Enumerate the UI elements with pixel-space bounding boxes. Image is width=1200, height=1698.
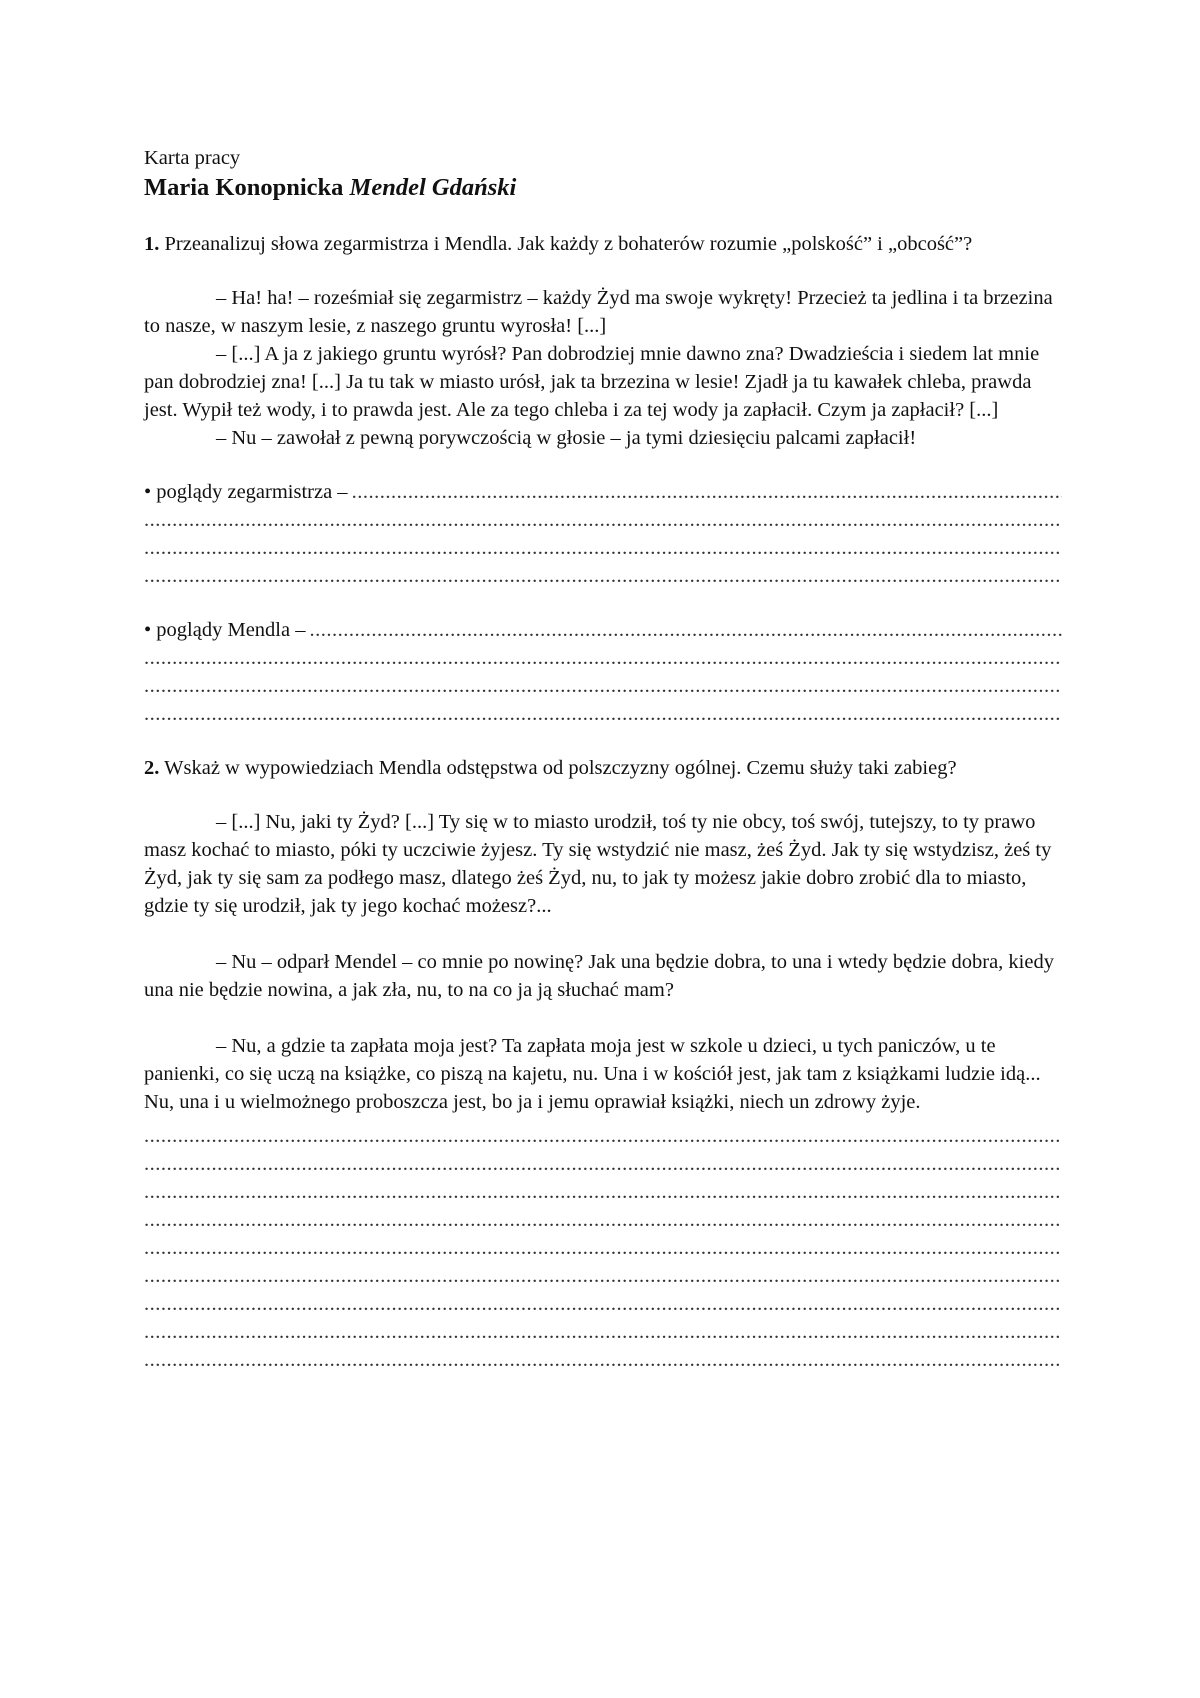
answer-line[interactable] bbox=[144, 672, 1062, 700]
worksheet-subtitle: Karta pracy bbox=[144, 147, 241, 169]
answer-line[interactable] bbox=[144, 644, 1062, 672]
dotted-fill bbox=[309, 616, 1062, 644]
task-2-quote-paragraph: – Nu, a gdzie ta zapłata moja jest? Ta zapłata moja jest w szkole u dzieci, u tych paniczów, u te panienki, co się uczą na książke, co piszą na kajetu, nu. Una i w kościół jest, jak tam z książkami ludzie idą... Nu, una i u wielmożnego proboszcza jest, bo ja i jemu oprawiał książki, niech un zdrowy żyje. bbox=[144, 1035, 1041, 1113]
dotted-fill bbox=[144, 672, 1062, 700]
answer-line[interactable] bbox=[144, 1318, 1062, 1346]
dotted-fill bbox=[144, 562, 1062, 590]
answer-label-zegarmistrz: • poglądy zegarmistrza – bbox=[144, 481, 348, 503]
task-1-prompt bbox=[144, 230, 1062, 258]
answer-line[interactable] bbox=[144, 1206, 1062, 1234]
dotted-fill bbox=[144, 1346, 1062, 1374]
task-1-quote-paragraph: – Nu – zawołał z pewną porywczością w głosie – ja tymi dziesięciu palcami zapłacił! bbox=[216, 427, 917, 449]
dotted-fill bbox=[144, 700, 1062, 728]
answer-line[interactable] bbox=[144, 1234, 1062, 1262]
answer-line[interactable] bbox=[144, 1150, 1062, 1178]
work-title: Mendel Gdański bbox=[349, 174, 517, 201]
dotted-fill bbox=[144, 1178, 1062, 1206]
answer-line[interactable] bbox=[144, 1262, 1062, 1290]
task-1-quote-paragraph: – Ha! ha! – roześmiał się zegarmistrz – każdy Żyd ma swoje wykręty! Przecież ta jedlina i ta brzezina to nasze, w naszym lesie, z naszego gruntu wyrosła! [...] bbox=[144, 287, 1053, 337]
dotted-fill bbox=[144, 1262, 1062, 1290]
task-2-prompt bbox=[144, 754, 1062, 782]
dotted-fill bbox=[144, 1290, 1062, 1318]
task-1-quote bbox=[144, 284, 1062, 452]
dotted-fill bbox=[144, 1318, 1062, 1346]
task-2-quote-paragraph: – [...] Nu, jaki ty Żyd? [...] Ty się w to miasto urodził, toś ty nie obcy, toś swój, tutejszy, to ty prawo masz kochać to miasto, póki ty uczciwie żyjesz. Ty się wstydzić nie masz, żeś Żyd. Jak ty się wstydzisz, żeś ty Żyd, jak ty się sam za podłego masz, dlatego żeś Żyd, nu, to jak ty możesz jakie dobro zrobić dla to miasto, gdzie ty się urodził, jak ty jego kochać możesz?... bbox=[144, 811, 1052, 917]
worksheet-page bbox=[144, 144, 1062, 1374]
answer-line[interactable] bbox=[144, 1290, 1062, 1318]
answer-line[interactable] bbox=[144, 1178, 1062, 1206]
task-1-number: 1. bbox=[144, 233, 160, 255]
answer-line[interactable] bbox=[144, 506, 1062, 534]
answer-line[interactable] bbox=[144, 534, 1062, 562]
answer-line[interactable] bbox=[144, 1122, 1062, 1150]
dotted-fill bbox=[144, 1122, 1062, 1150]
dotted-fill bbox=[144, 1206, 1062, 1234]
answer-block-task-2 bbox=[144, 1122, 1062, 1374]
answer-line[interactable] bbox=[144, 700, 1062, 728]
dotted-fill bbox=[144, 534, 1062, 562]
dotted-fill bbox=[144, 1234, 1062, 1262]
author-name: Maria Konopnicka bbox=[144, 174, 344, 201]
answer-line[interactable] bbox=[144, 1346, 1062, 1374]
task-2-quote bbox=[144, 808, 1062, 1116]
answer-block-mendel bbox=[144, 616, 1062, 728]
worksheet-title bbox=[144, 172, 1062, 204]
task-2-text: Wskaż w wypowiedziach Mendla odstępstwa od polszczyzny ogólnej. Czemu służy taki zabieg? bbox=[164, 757, 957, 779]
dotted-fill bbox=[144, 506, 1062, 534]
dotted-fill bbox=[144, 1150, 1062, 1178]
answer-line[interactable] bbox=[144, 478, 1062, 506]
dotted-fill bbox=[144, 644, 1062, 672]
task-1-text: Przeanalizuj słowa zegarmistrza i Mendla. Jak każdy z bohaterów rozumie „polskość” i „obcość”? bbox=[164, 233, 973, 255]
task-2-quote-paragraph: – Nu – odparł Mendel – co mnie po nowinę? Jak una będzie dobra, to una i wtedy będzie dobra, kiedy una nie będzie nowina, a jak zła, nu, to na co ja ją słuchać mam? bbox=[144, 951, 1054, 1001]
answer-line[interactable] bbox=[144, 562, 1062, 590]
task-2-number: 2. bbox=[144, 757, 160, 779]
task-1-quote-paragraph: – [...] A ja z jakiego gruntu wyrósł? Pan dobrodziej mnie dawno zna? Dwadzieścia i siedem lat mnie pan dobrodziej zna! [...] Ja tu tak w miasto urósł, jak ta brzezina w lesie! Zjadł ja tu kawałek chleba, prawda jest. Wypił też wody, i to prawda jest. Ale za tego chleba i za tej wody ja zapłacił. Czym ja zapłacił? [...] bbox=[144, 343, 1040, 421]
dotted-fill bbox=[352, 478, 1062, 506]
answer-block-zegarmistrz bbox=[144, 478, 1062, 590]
answer-line[interactable] bbox=[144, 616, 1062, 644]
answer-label-mendel: • poglądy Mendla – bbox=[144, 619, 306, 641]
